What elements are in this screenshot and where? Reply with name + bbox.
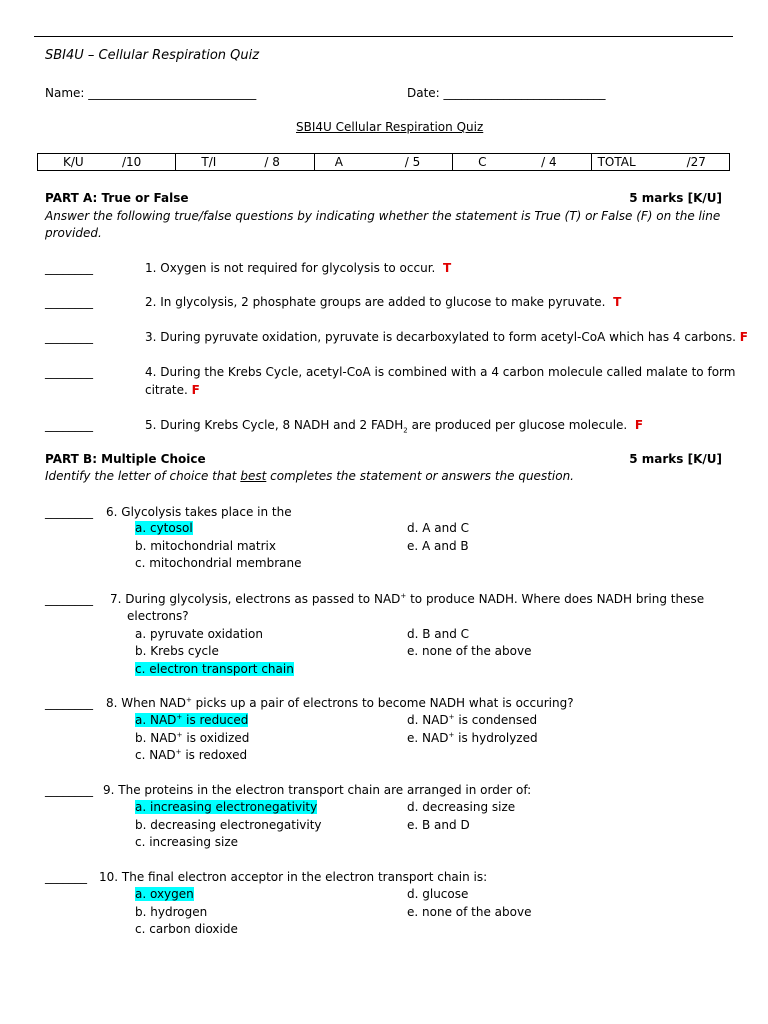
marks-cell-a: A / 5 (334, 155, 421, 169)
q9-option-a: a. increasing electronegativity (135, 800, 318, 814)
answer-blank-q9: ________ (45, 783, 93, 797)
marks-table (37, 153, 730, 171)
part-b-marks: 5 marks [K/U] (629, 452, 722, 466)
q7-option-b: b. Krebs cycle (135, 644, 219, 658)
course-title: SBI4U – Cellular Respiration Quiz (45, 48, 260, 63)
question-6: 6. Glycolysis takes place in the (106, 505, 292, 519)
answer-q1: T (442, 261, 452, 275)
q10-option-a: a. oxygen (135, 887, 194, 901)
question-2: 2. In glycolysis, 2 phosphate groups are added to glucose to make pyruvate. T (145, 295, 622, 309)
q6-option-d: d. A and C (407, 521, 470, 535)
part-b-instructions: Identify the letter of choice that best completes the statement or answers the question. (45, 469, 574, 483)
question-8: 8. When NAD+ picks up a pair of electrons to become NADH what is occuring? (106, 696, 574, 710)
q6-option-e: e. A and B (407, 539, 469, 553)
marks-cell-total: TOTAL /27 (597, 155, 706, 169)
answer-blank-q1: ________ (45, 261, 93, 275)
question-1: 1. Oxygen is not required for glycolysis to occur. T (145, 261, 452, 275)
answer-blank-q7: ________ (45, 592, 93, 606)
q8-option-a: a. NAD+ is reduced (135, 713, 249, 727)
question-10: 10. The final electron acceptor in the electron transport chain is: (99, 870, 488, 884)
q7-option-e: e. none of the above (407, 644, 532, 658)
answer-blank-q8: ________ (45, 696, 93, 710)
marks-cell-ti: T/I / 8 (201, 155, 280, 169)
q8-option-e: e. NAD+ is hydrolyzed (407, 731, 538, 745)
q7-option-d: d. B and C (407, 627, 470, 641)
question-4-line-1: 4. During the Krebs Cycle, acetyl-CoA is combined with a 4 carbon molecule called malate to form (145, 365, 736, 379)
q7-option-a: a. pyruvate oxidation (135, 627, 263, 641)
marks-cell-c: C / 4 (478, 155, 557, 169)
q10-option-c: c. carbon dioxide (135, 922, 238, 936)
part-a-instructions-2: provided. (45, 226, 102, 240)
q8-option-c: c. NAD+ is redoxed (135, 748, 248, 762)
q9-option-b: b. decreasing electronegativity (135, 818, 322, 832)
q6-option-a: a. cytosol (135, 521, 193, 535)
part-b-title: PART B: Multiple Choice (45, 452, 206, 466)
q7-option-c: c. electron transport chain (135, 662, 294, 676)
question-7-line-2: electrons? (127, 609, 189, 623)
answer-blank-q4: ________ (45, 365, 93, 379)
q9-option-d: d. decreasing size (407, 800, 516, 814)
q8-option-d: d. NAD+ is condensed (407, 713, 538, 727)
answer-blank-q6: ________ (45, 505, 93, 519)
part-a-instructions-1: Answer the following true/false questions by indicating whether the statement is True (T) or False (F) on the line (45, 209, 721, 223)
marks-cell-ku: K/U /10 (63, 155, 142, 169)
answer-blank-q10: _______ (45, 870, 87, 884)
question-4-line-2: citrate. F (145, 383, 200, 397)
top-rule (34, 36, 733, 37)
question-9: 9. The proteins in the electron transport chain are arranged in order of: (103, 783, 532, 797)
question-7: 7. During glycolysis, electrons as passed to NAD+ to produce NADH. Where does NADH bring these (110, 592, 705, 606)
name-field: Name: ____________________________ (45, 86, 257, 100)
q9-option-c: c. increasing size (135, 835, 239, 849)
answer-blank-q3: ________ (45, 330, 93, 344)
question-3: 3. During pyruvate oxidation, pyruvate is decarboxylated to form acetyl-CoA which has 4 carbons. F (145, 330, 748, 344)
answer-blank-q2: ________ (45, 295, 93, 309)
answer-q2: T (613, 295, 622, 309)
date-field: Date: ___________________________ (407, 86, 606, 100)
q8-option-b: b. NAD+ is oxidized (135, 731, 250, 745)
answer-q4: F (191, 383, 200, 397)
answer-q5: F (634, 418, 644, 432)
part-a-marks: 5 marks [K/U] (629, 191, 722, 205)
part-a-title: PART A: True or False (45, 191, 189, 205)
page-title: SBI4U Cellular Respiration Quiz (296, 120, 484, 134)
question-5: 5. During Krebs Cycle, 8 NADH and 2 $FADH_2$ are produced per glucose molecule. F (145, 418, 644, 435)
q6-option-b: b. mitochondrial matrix (135, 539, 276, 553)
q10-option-d: d. glucose (407, 887, 469, 901)
answer-blank-q5: ________ (45, 418, 93, 432)
q10-option-b: b. hydrogen (135, 905, 208, 919)
q10-option-e: e. none of the above (407, 905, 532, 919)
q6-option-c: c. mitochondrial membrane (135, 556, 302, 570)
q9-option-e: e. B and D (407, 818, 470, 832)
answer-q3: F (739, 330, 748, 344)
